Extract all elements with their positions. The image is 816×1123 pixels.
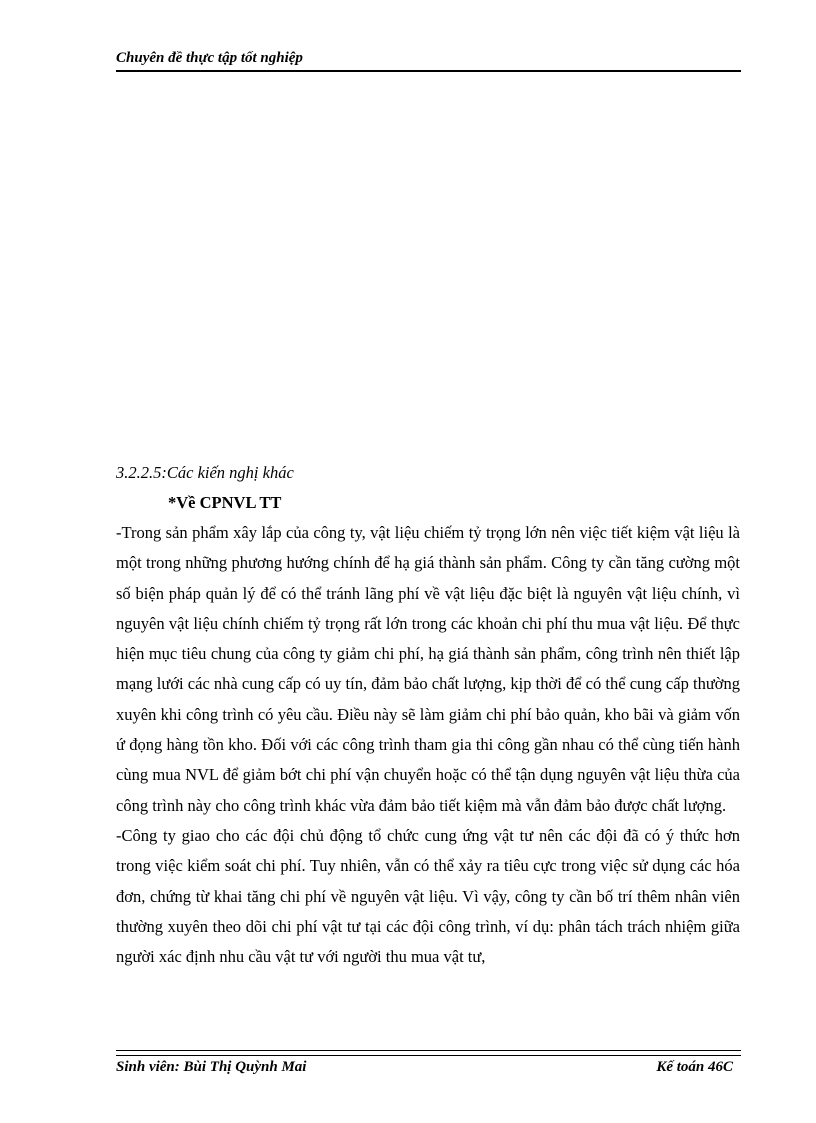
subheading: *Về CPNVL TT xyxy=(168,493,282,512)
header-title: Chuyên đề thực tập tốt nghiệp xyxy=(116,50,303,66)
page-footer xyxy=(116,1050,741,1080)
footer-class: Kế toán 46C xyxy=(656,1059,733,1075)
footer-rule xyxy=(116,1050,741,1056)
footer-student-name: Sinh viên: Bùi Thị Quỳnh Mai xyxy=(116,1059,307,1075)
main-content xyxy=(116,458,740,972)
page-header xyxy=(116,48,741,72)
paragraph-1: -Trong sản phẩm xây lắp của công ty, vật liệu chiếm tỷ trọng lớn nên việc tiết kiệm vật liệu là một trong những phương hướng chính để hạ giá thành sản phẩm. Công ty cần tăng cường một số biện pháp quản lý để có thể tránh lãng phí về vật liệu đặc biệt là nguyên vật liệu chính, vì nguyên vật liệu chính chiếm tỷ trọng rất lớn trong các khoản chi phí thu mua vật liệu. Để thực hiện mục tiêu chung của công ty giảm chi phí, hạ giá thành sản phẩm, công trình nên thiết lập mạng lưới các nhà cung cấp có uy tín, đảm bảo chất lượng, kịp thời để có thể cung cấp thường xuyên khi công trình có yêu cầu. Điều này sẽ làm giảm chi phí bảo quản, kho bãi và giảm vốn ứ đọng hàng tồn kho. Đối với các công trình tham gia thi công gần nhau có thể cùng tiến hành cùng mua NVL để giảm bớt chi phí vận chuyển hoặc có thể tận dụng nguyên vật liệu thừa của công trình này cho công trình khác vừa đảm bảo tiết kiệm mà vẫn đảm bảo được chất lượng. xyxy=(116,523,740,815)
paragraph-2: -Công ty giao cho các đội chủ động tổ chức cung ứng vật tư nên các đội đã có ý thức hơn trong việc kiểm soát chi phí. Tuy nhiên, vẫn có thể xảy ra tiêu cực trong việc sử dụng các hóa đơn, chứng từ khai tăng chi phí về nguyên vật liệu. Vì vậy, công ty cần bố trí thêm nhân viên thường xuyên theo dõi chi phí vật tư tại các đội công trình, ví dụ: phân tách trách nhiệm giữa người xác định nhu cầu vật tư với người thu mua vật tư, xyxy=(116,825,740,967)
section-heading: 3.2.2.5:Các kiến nghị khác xyxy=(116,463,294,482)
